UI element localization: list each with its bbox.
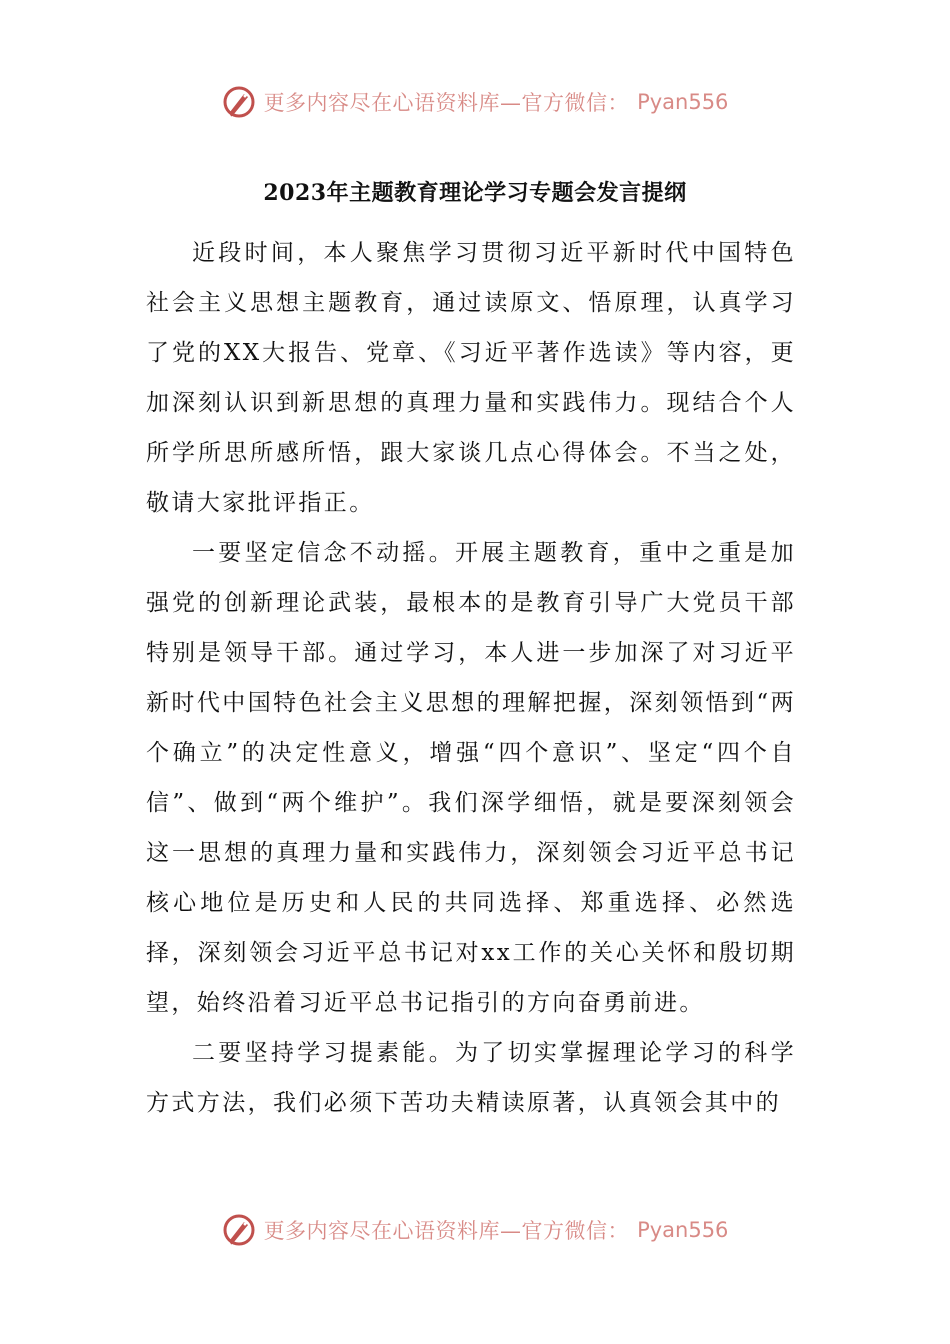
document-title: 2023年主题教育理论学习专题会发言提纲 [263,180,687,206]
header-banner [0,80,950,124]
pen-nib-logo-icon [222,85,256,119]
paragraph-point-2: 二要坚持学习提素能。为了切实掌握理论学习的科学方式方法，我们必须下苦功夫精读原著，认真领会其中的 [146,1040,796,1116]
footer-banner [0,1208,950,1252]
paragraph-intro: 近段时间，本人聚焦学习贯彻习近平新时代中国特色社会主义思想主题教育，通过读原文、悟原理，认真学习了党的XX大报告、党章、《习近平著作选读》等内容，更加深刻认识到新思想的真理力量和实践伟力。现结合个人所学所思所感所悟，跟大家谈几点心得体会。不当之处，敬请大家批评指正。 [146,240,796,516]
pen-nib-logo-icon [222,1213,256,1247]
banner-text: 更多内容尽在心语资料库—官方微信： [263,1219,630,1243]
banner-contact: Pyan556 [637,1218,729,1242]
paragraph-point-1: 一要坚定信念不动摇。开展主题教育，重中之重是加强党的创新理论武装，最根本的是教育引导广大党员干部特别是领导干部。通过学习，本人进一步加深了对习近平新时代中国特色社会主义思想的理解把握，深刻领悟到“两个确立”的决定性意义，增强“四个意识”、坚定“四个自信”、做到“两个维护”。我们深学细悟，就是要深刻领会这一思想的真理力量和实践伟力，深刻领会习近平总书记核心地位是历史和人民的共同选择、郑重选择、必然选择，深刻领会习近平总书记对xx工作的关心关怀和殷切期望，始终沿着习近平总书记指引的方向奋勇前进。 [146,540,796,1016]
banner-text: 更多内容尽在心语资料库—官方微信： [263,91,630,115]
document-body [146,228,796,1128]
banner-contact: Pyan556 [637,90,729,114]
